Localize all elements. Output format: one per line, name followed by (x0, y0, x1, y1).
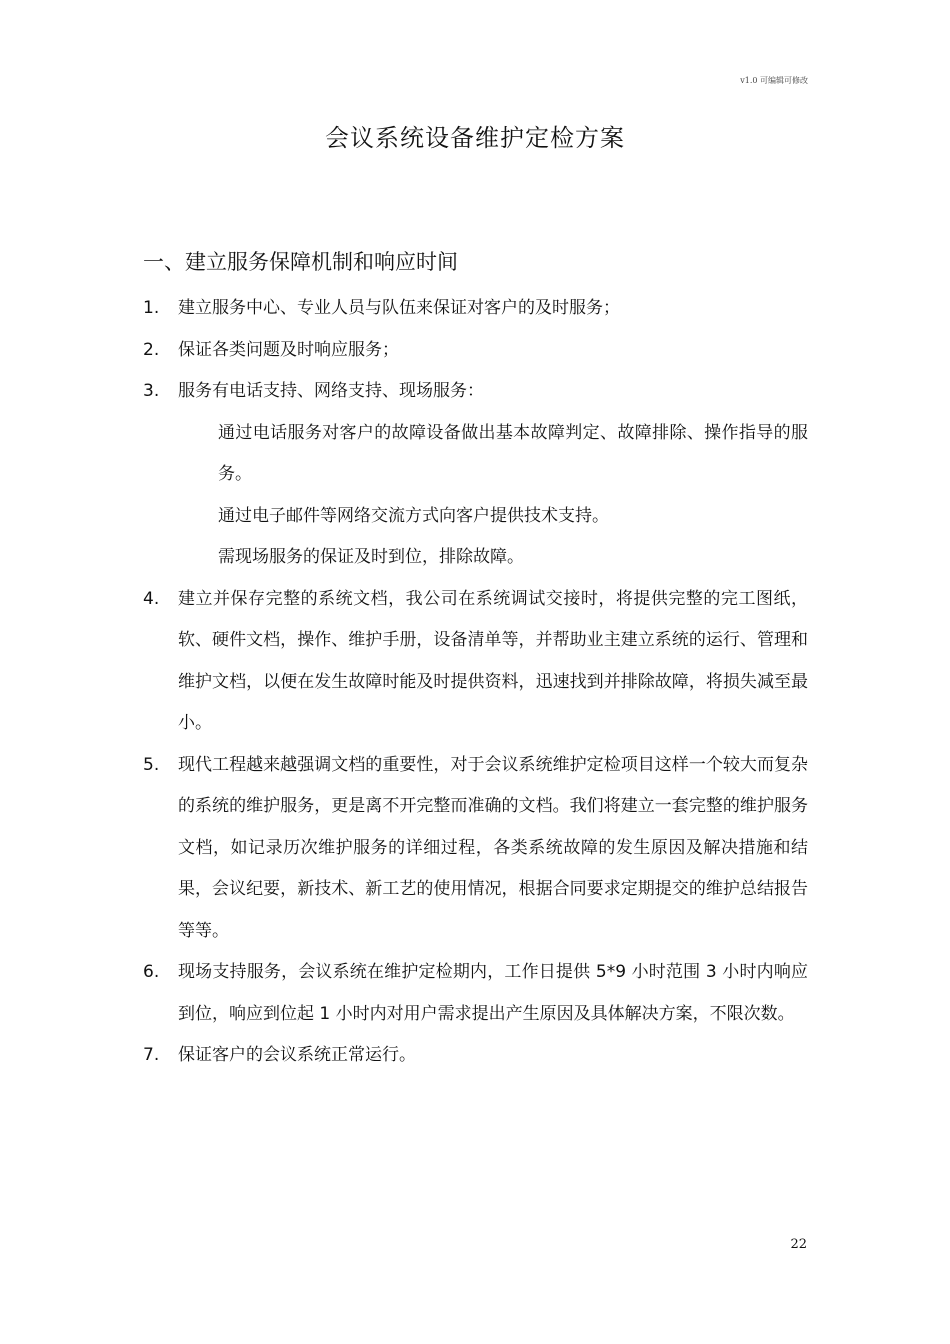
list-item-text: 建立并保存完整的系统文档，我公司在系统调试交接时，将提供完整的完工图纸，软、硬件文档，操作、维护手册，设备清单等，并帮助业主建立系统的运行、管理和维护文档，以便在发生故障时能及时提供资料，迅速找到并排除故障，将损失减至最小。 (178, 588, 808, 733)
list-item (143, 330, 808, 372)
list-item-number: 4. (143, 588, 160, 609)
list-item-text: 现场支持服务，会议系统在维护定检期内，工作日提供 5*9 小时范围 3 小时内响应到位，响应到位起 1 小时内对用户需求提出产生原因及具体解决方案，不限次数。 (178, 962, 808, 1024)
list-item-number: 1. (143, 298, 160, 318)
list-item-number: 2. (143, 339, 160, 360)
list-item-text: 服务有电话支持、网络支持、现场服务： (178, 381, 484, 401)
list-item-number: 5. (143, 754, 160, 775)
list-item-number: 6. (143, 962, 160, 982)
list-item (143, 745, 808, 953)
list-item-text: 现代工程越来越强调文档的重要性，对于会议系统维护定检项目这样一个较大而复杂的系统的维护服务，更是离不开完整而准确的文档。我们将建立一套完整的维护服务文档，如记录历次维护服务的详细过程，各类系统故障的发生原因及解决措施和结果，会议纪要，新技术、新工艺的使用情况，根据合同要求定期提交的维护总结报告等等。 (178, 754, 808, 941)
list-item-text: 保证各类问题及时响应服务； (178, 339, 399, 360)
sub-item: 通过电子邮件等网络交流方式向客户提供技术支持。 (218, 505, 609, 526)
list-item (143, 952, 808, 1035)
numbered-list (143, 288, 808, 1077)
document-title: 会议系统设备维护定检方案 (325, 124, 625, 152)
sub-item: 需现场服务的保证及时到位，排除故障。 (218, 547, 524, 567)
list-item (143, 579, 808, 745)
list-item-number: 7. (143, 1045, 160, 1065)
list-item (143, 288, 808, 330)
list-item-text: 保证客户的会议系统正常运行。 (178, 1045, 416, 1065)
list-item (143, 371, 808, 413)
section-heading: 一、建立服务保障机制和响应时间 (143, 250, 458, 274)
sub-item: 通过电话服务对客户的故障设备做出基本故障判定、故障排除、操作指导的服务。 (218, 422, 808, 484)
page-number: 22 (790, 1237, 807, 1252)
list-item-number: 3. (143, 381, 160, 401)
list-item-text: 建立服务中心、专业人员与队伍来保证对客户的及时服务； (178, 298, 620, 318)
list-item (143, 1035, 808, 1077)
header-version-note: v1.0 可编辑可修改 (740, 76, 808, 85)
